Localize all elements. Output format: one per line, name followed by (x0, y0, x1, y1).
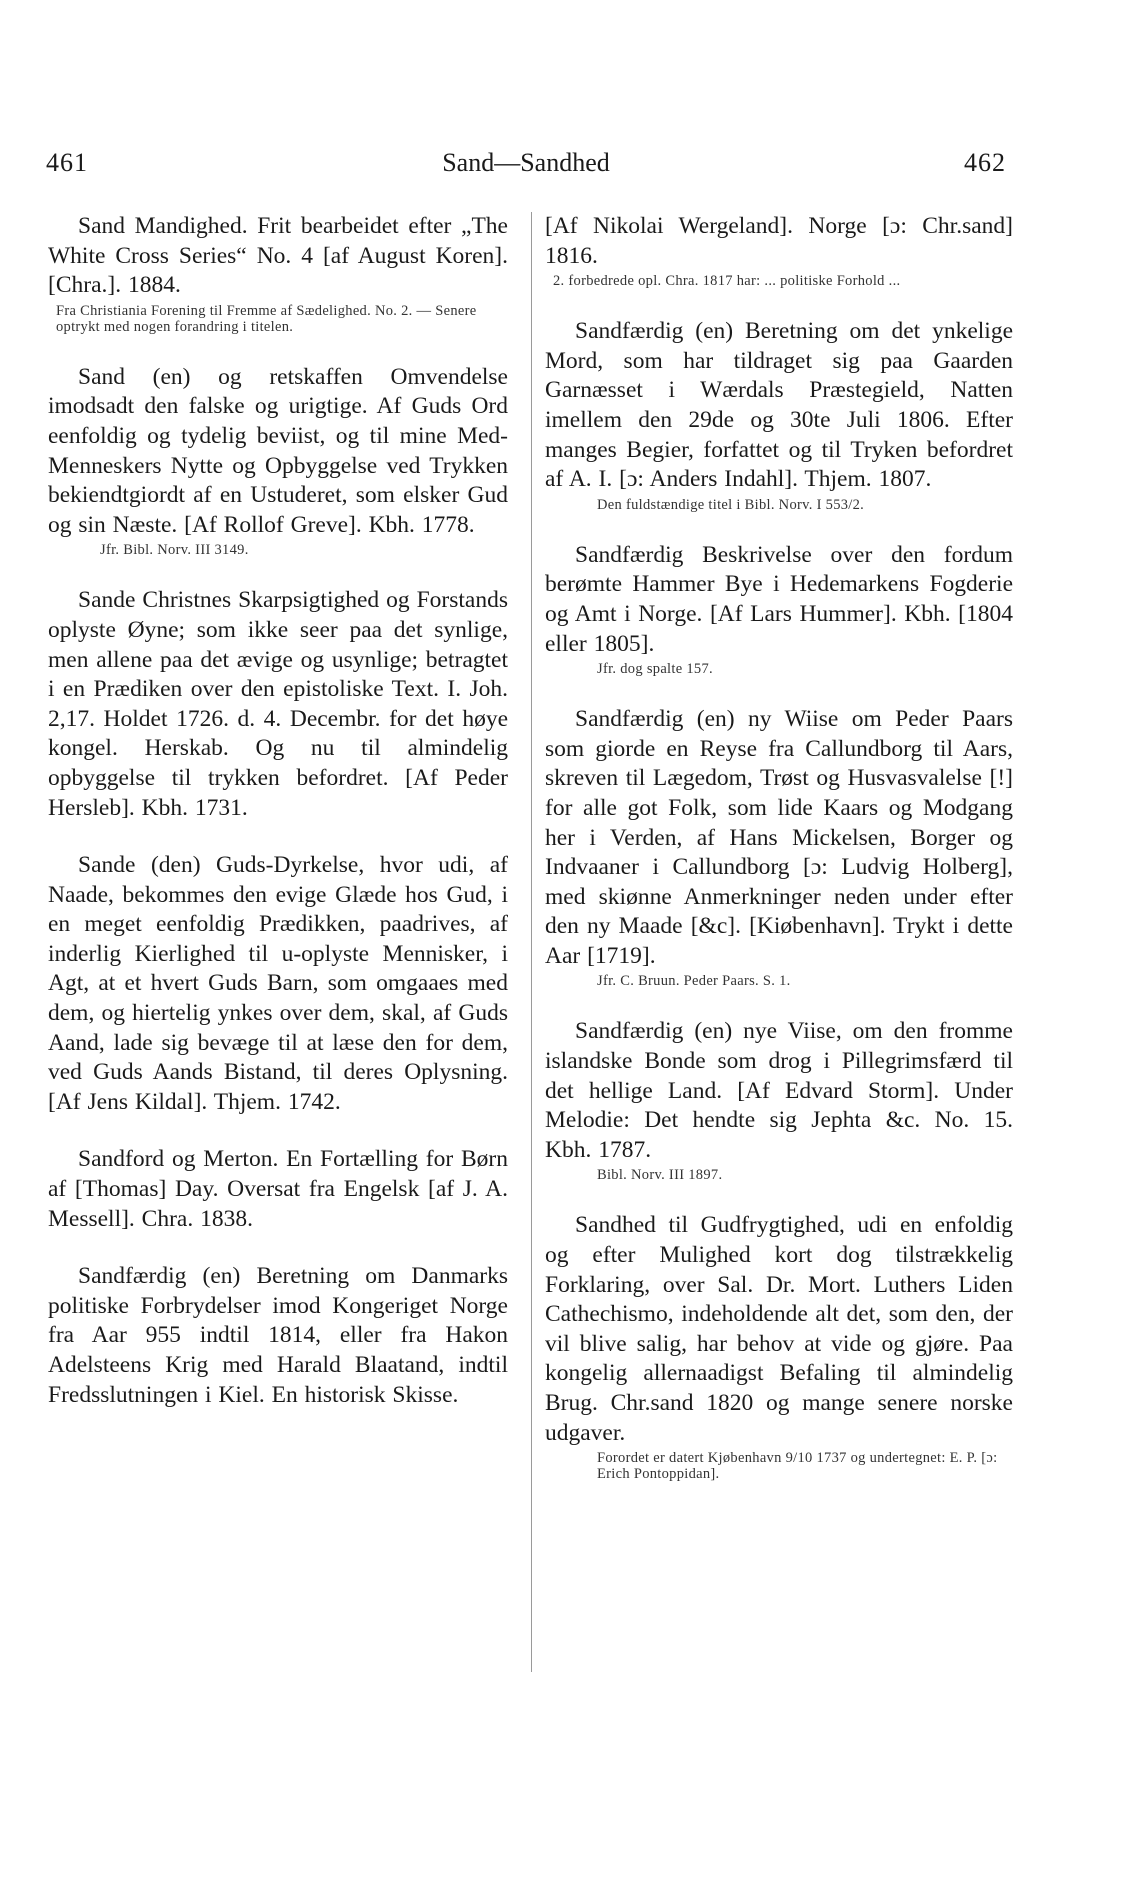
entry-text: Sande Christnes Skarpsigtighed og Forstands oplyste Øyne; som ikke seer paa det synlige, men allene paa det ævige og usynlige; betragtet i en Prædiken over den epistoliske Text. I. Joh. 2,17. Holdet 1726. d. 4. Decembr. for det høye kongel. Herskab. Og nu til almindelig opbyggelse til trykken befordret. [Af Peder Hersleb]. Kbh. 1731. (48, 587, 508, 821)
catalog-entry (545, 317, 1013, 513)
entry-text: Sandford og Merton. En Fortælling for Børn af [Thomas] Day. Oversat fra Engelsk [af J. A. Messell]. Chra. 1838. (48, 1146, 508, 1232)
entry-text: Sand Mandighed. Frit bearbeidet efter „The White Cross Series“ No. 4 [af August Koren]. [Chra.]. 1884. (48, 213, 508, 299)
entry-spacer (545, 677, 1013, 705)
catalog-entry (545, 212, 1013, 289)
entry-text: Sandfærdig (en) Beretning om det ynkelige Mord, som har tildraget sig paa Gaarden Garnæsset i Wærdals Præstegield, Natten imellem den 29de og 30te Juli 1806. Efter manges Begier, forfattet og til Tryken befordret af A. I. [ɔ: Anders Indahl]. Thjem. 1807. (545, 318, 1013, 493)
catalog-entry (48, 363, 508, 559)
catalog-entry (48, 1262, 508, 1410)
page-header (46, 148, 1006, 182)
entry-spacer (545, 289, 1013, 317)
entry-note: Jfr. C. Bruun. Peder Paars. S. 1. (597, 973, 791, 990)
entry-note: Den fuldstændige titel i Bibl. Norv. I 553/2. (597, 496, 865, 513)
page-title: Sand—Sandhed (442, 148, 610, 177)
entry-note: Bibl. Norv. III 1897. (597, 1167, 723, 1184)
entry-text: [Af Nikolai Wergeland]. Norge [ɔ: Chr.sand] 1816. (545, 213, 1013, 269)
catalog-entry (545, 1211, 1013, 1482)
catalog-entry (545, 1017, 1013, 1183)
entry-text: Sandfærdig (en) ny Wiise om Peder Paars som giorde en Reyse fra Callundborg til Aars, skreven til Lægedom, Trøst og Husvasvalelse [!] for alle got Folk, som lide Kaars og Modgang her i Verden, af Hans Mickelsen, Borger og Indvaaner i Callundborg [ɔ: Ludvig Holberg], med skiønne Anmerkninger neden under efter den ny Maade [&c]. [Kiøbenhavn]. Trykt i dette Aar [1719]. (545, 706, 1013, 969)
entry-text: Sand (en) og retskaffen Omvendelse imodsadt den falske og urigtige. Af Guds Ord eenfoldig og tydelig beviist, og til mine Med-Menneskers Nytte og Opbyggelse ved Trykken bekiendtgiordt af en Ustuderet, som elsker Gud og sin Næste. [Af Rollof Greve]. Kbh. 1778. (48, 363, 508, 538)
entry-note: Forordet er datert Kjøbenhavn 9/10 1737 og undertegnet: E. P. [ɔ: Erich Pontoppidan]. (597, 1450, 998, 1483)
entry-text: Sandfærdig (en) nye Viise, om den fromme islandske Bonde som drog i Pillegrimsfærd til det hellige Land. [Af Edvard Storm]. Under Melodie: Det hendte sig Jephta &c. No. 15. Kbh. 1787. (545, 1018, 1013, 1163)
entry-text: Sandfærdig (en) Beretning om Danmarks politiske Forbrydelser imod Kongeriget Norge fra Aar 955 indtil 1814, eller fra Hakon Adelsteens Krig med Harald Blaatand, indtil Fredsslutningen i Kiel. En historisk Skisse. (48, 1263, 508, 1408)
entry-spacer (48, 1234, 508, 1262)
entry-note: Jfr. dog spalte 157. (597, 661, 713, 678)
catalog-entry (545, 541, 1013, 677)
right-page-number: 462 (964, 148, 1006, 177)
entry-text: Sande (den) Guds-Dyrkelse, hvor udi, af Naade, bekommes den evige Glæde hos Gud, i en meget eenfoldig Prædikken, paadrives, af inderlig Kierlighed til u-oplyste Mennisker, i Agt, at et hvert Guds Barn, som omgaaes med dem, og hiertelig ynkes over dem, skal, af Guds Aand, lade sig bevæge til at læse den for dem, ved Guds Aands Bistand, til deres Oplysning. [Af Jens Kildal]. Thjem. 1742. (48, 852, 508, 1115)
entry-spacer (48, 558, 508, 586)
left-column (48, 212, 508, 1410)
entry-spacer (48, 1117, 508, 1145)
catalog-entry (48, 851, 508, 1117)
catalog-entry (545, 705, 1013, 989)
column-divider (531, 212, 532, 1672)
entry-text: Sandfærdig Beskrivelse over den fordum berømte Hammer Bye i Hedemarkens Fogderie og Amt i Norge. [Af Lars Hummer]. Kbh. [1804 eller 1805]. (545, 541, 1013, 657)
entry-spacer (48, 823, 508, 851)
entry-spacer (545, 1183, 1013, 1211)
entry-spacer (545, 513, 1013, 541)
entry-text: Sandhed til Gudfrygtighed, udi en enfoldig og efter Mulighed kort dog tilstrækkelig Forklaring, over Sal. Dr. Mort. Luthers Liden Cathechismo, indeholdende alt det, som den, der vil blive salig, har behov at vide og gjøre. Paa kongelig allernaadigst Befaling til almindelig Brug. Chr.sand 1820 og mange senere norske udgaver. (545, 1212, 1013, 1446)
entry-note: 2. forbedrede opl. Chra. 1817 har: ... politiske Forhold ... (553, 273, 901, 290)
catalog-entry (48, 586, 508, 823)
entry-spacer (48, 335, 508, 363)
entry-note: Fra Christiania Forening til Fremme af Sædelighed. No. 2. — Senere optrykt med nogen forandring i titelen. (56, 302, 477, 335)
left-page-number: 461 (46, 148, 88, 177)
entry-note: Jfr. Bibl. Norv. III 3149. (100, 542, 249, 559)
catalog-entry (48, 1145, 508, 1234)
catalog-entry (48, 212, 508, 335)
right-column (545, 212, 1013, 1482)
entry-spacer (545, 989, 1013, 1017)
